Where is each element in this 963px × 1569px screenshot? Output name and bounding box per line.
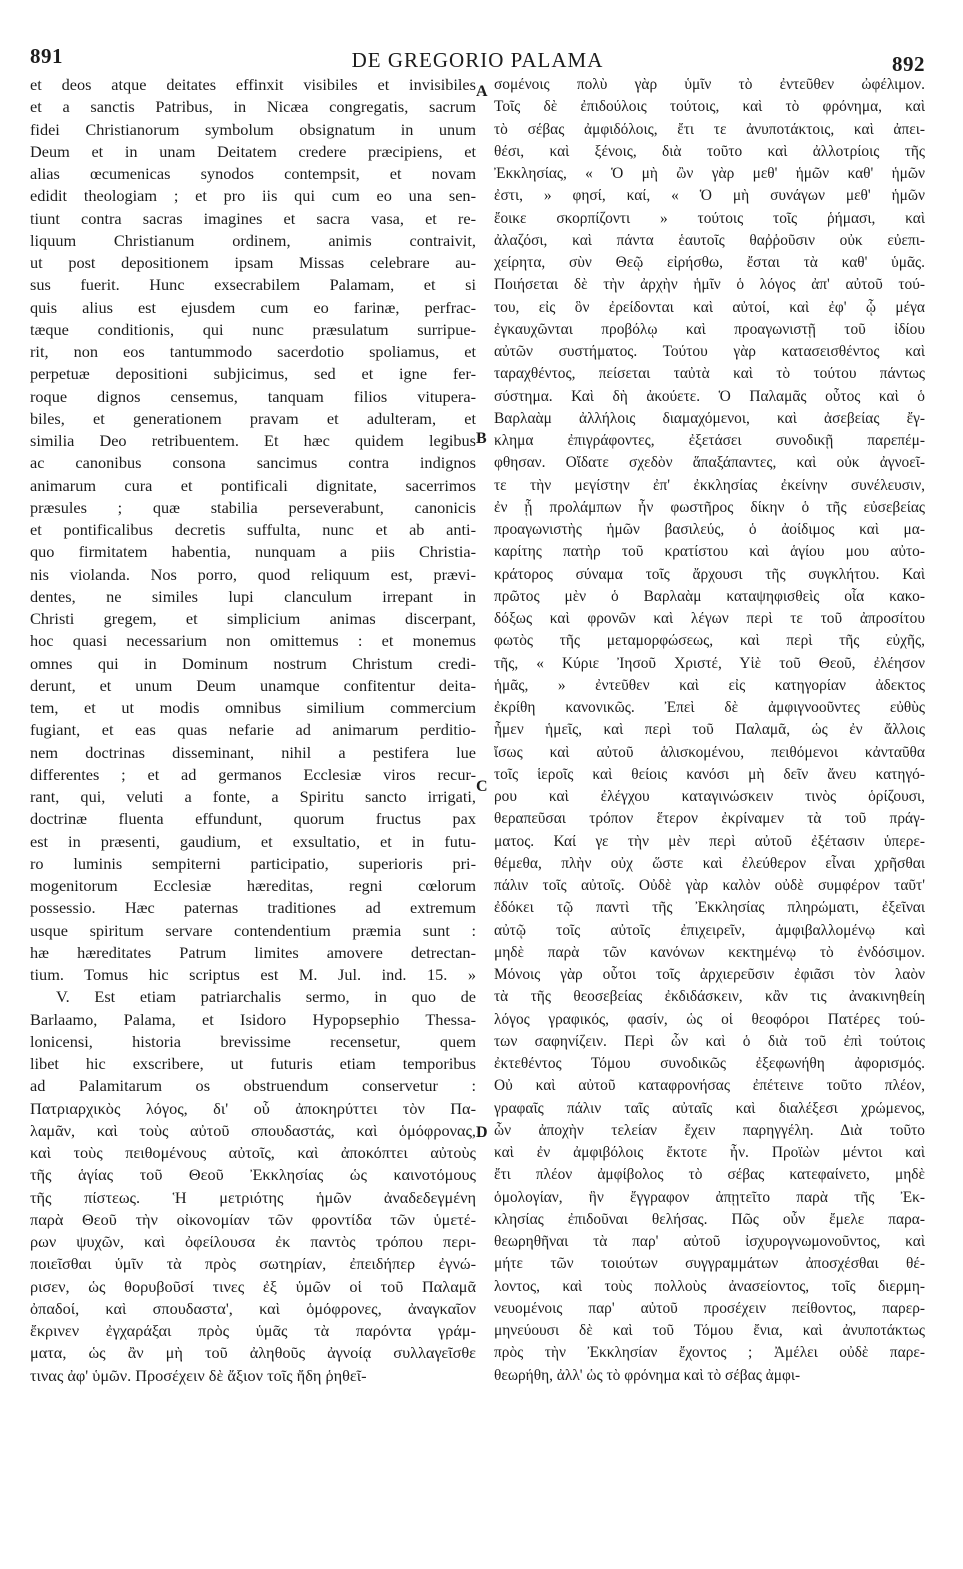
latin-line: et a sanctis Patribus, in Nicæa congregatis, sacrum [30,97,476,117]
latin-line: Πατριαρχικὸς λόγος, δι' οὗ ἀποκηρύττει τὸν Πα- [30,1098,476,1118]
latin-line: ματα, ὡς ἂν μὴ τοῦ ἀληθοῦς ἀγνοίᾳ συλλαγεῖσθε [30,1343,476,1363]
latin-line: perpetuæ depositioni subjicimus, sed et igne fer- [30,364,476,384]
greek-line: ἦμεν ἡμεῖς, καὶ περὶ τοῦ Παλαμᾶ, ὡς ἐν ἄλλοις [494,721,925,739]
latin-line: nis violanda. Nos porro, quod reliquum est, prævi- [30,564,476,584]
latin-line: præsules ; quæ stabilia perseverabunt, canonicis [30,497,476,517]
latin-line: edidit theologiam ; et pro iis qui cum eo una sen- [30,186,476,206]
latin-line: τινας ἀφ' ὑμῶν. Προσέχειν δὲ ἄξιον τοῖς ἤδη ῥηθεῖ- [30,1365,367,1385]
latin-line: tiunt contra sacras imagines et sacra vasa, et re- [30,208,476,228]
latin-line: dentes, ne similes lupi clanculum irrepant in [30,586,476,606]
latin-line: alias œcumenicas synodos contempsit, et novam [30,164,476,183]
greek-line: τὰ τῆς θεοσεβείας ἐκδιδάσκειν, κἂν τις ἀνακινηθείη [494,988,925,1006]
greek-line: πρῶτος μὲν ὁ Βαρλαὰμ καταψηφισθεὶς οἷα κακο- [494,587,925,605]
greek-line: Μόνοις γὰρ οὗτοι τοῖς ἀρχιερεῦσιν ἐφιᾶσι τὸν λαὸν [494,966,925,983]
latin-line: hoc quasi necessarium non omittemus : et monemus [30,631,476,651]
latin-line: derunt, et unum Deum unamque confitentur deita- [30,675,476,695]
greek-line: ἡμᾶς, » ἐντεῦθεν καὶ εἰς κατηγορίαν ἀδεκτος [494,676,925,694]
latin-line: λαμᾶν, καὶ τοὺς αὐτοῦ σπουδαστάς, καὶ ὁμόφρονας, [30,1120,476,1140]
greek-line: ταραχθέντος, πείσεται ταὐτὰ καὶ τὸ τούτου πάντως [494,365,925,383]
greek-line: σύστημα. Καὶ δὴ ἀκούετε. Ὁ Παλαμᾶς οὗτος καὶ ὁ [494,387,925,405]
greek-line: Βαρλαὰμ ἀλλήλοις διαμαχόμενοι, καὶ ἀσεβείας ἔγ- [494,409,925,427]
latin-line: usque spiritum servare contendentium præmia sunt : [30,920,476,940]
greek-line: μηδὲ παρὰ τῶν κανόνων κεκτημένῳ τὸ ἐνδόσιμον. [494,943,925,961]
greek-line: ἐν ᾗ προλάμπων ἦν φωστῆρος δίκην ὁ τῆς εὐσεβείας [494,498,925,516]
greek-line: αὐτῶν συστήματος. Τούτου γὰρ κατασεισθέντος καὶ [494,343,925,360]
latin-line: tium. Tomus hic scriptus est M. Jul. ind. 15. » [30,965,476,984]
latin-line: ρισεν, ὡς θορυβοῦσί τινες ἐξ ὑμῶν οἱ τοῦ Παλαμᾶ [30,1276,476,1296]
greek-line: θεραπεῦσαι τρόπον ἕτερον ἐκρίναμεν τὰ τοῦ πράγ- [494,810,925,828]
latin-line: doctrinæ fluenta effundunt, quorum fructus pax [30,809,476,829]
greek-line: αὐτῷ τοῖς αὐτοῖς ἐπιχειρεῖν, ἀμφιβαλλομένῳ καὶ [494,921,925,939]
latin-line: et deos atque deitates effinxit visibiles et invisibiles [30,75,476,94]
greek-line: ἐκρίθη κανονικῶς. Ἐπεὶ δὲ ἀμφιγνοοῦντες εὐθὺς [494,699,925,716]
greek-line: των σαφηνίζειν. Περὶ ὧν καὶ ὁ διὰ τοῦ ἐπὶ τούτοις [494,1032,925,1050]
margin-marker-b: B [476,430,487,447]
margin-marker-a: A [476,83,488,100]
latin-line: rant, qui, veluti a fonte, a Spiritu sancto irrigati, [30,787,476,806]
greek-line: φθησαν. Οἴδατε σχεδὸν ἅπαξάπαντες, καὶ οὐκ ἀγνοεῖ- [494,454,925,472]
latin-line: hæ hæreditates Patrum limites amovere detrectan- [30,942,476,962]
greek-line: τε τὴν μεγίστην ἐπ' ἐκκλησίας ἐκείνην συνέλευσιν, [494,476,925,494]
greek-line: ἐγκαυχῶνται προβόλῳ καὶ προαγωνιστῇ τοῦ ἰδίου [494,320,925,338]
greek-line: του, εἰς ὃν ἐρείδονται καὶ αὐτοί, καὶ ἐφ' ᾧ μέγα [494,298,925,316]
latin-line: ro luminis sempiterni participatio, superioris pri- [30,853,476,873]
latin-line: ἔκρινεν ἐγχαράξαι πρὸς ὑμᾶς τὰ παρόντα γράμ- [30,1321,476,1340]
running-title: DE GREGORIO PALAMA [351,48,604,72]
right-page-number: 892 [892,52,925,76]
latin-line: rit, non eos tantummodo sacerdotio spoliamus, et [30,342,476,361]
greek-line: νευομένοις παρ' αὐτοῦ προσέχειν πείθοντος, παρερ- [494,1299,925,1317]
greek-line: τὸ σέβας ἀμφιδόλοις, ἔτι τε ἀνυποτάκτοις, καὶ ἀπει- [494,120,925,138]
latin-line: biles, et generationem pravam et adulteram, et [30,408,476,428]
greek-line: ἔτι πλέον ἀμφίβολος τὸ σέβας κατεφαίνετο, μηδὲ [494,1166,925,1184]
greek-line: φωτὸς τῆς μεταμορφώσεως, καὶ περὶ τῆς εὐχῆς, [494,632,925,650]
greek-line: πρὸς τὴν Ἐκκλησίαν ἔχοντος ; Ἀμέλει οὐδὲ παρε- [494,1344,925,1362]
greek-line: θεωρηθῆναι τὰ παρ' αὐτοῦ ἰσχυρογνωμονοῦντος, καὶ [494,1233,925,1250]
latin-line: V. Est etiam patriarchalis sermo, in quo de [56,987,476,1007]
greek-column [494,74,925,1387]
greek-line: κράτορος σύναμα τοῖς ἄρχουσι τῆς συγκλήτου. Καὶ [494,565,925,583]
latin-line: liquum Christianum ordinem, animis contraivit, [30,230,476,250]
greek-line: Οὐ καὶ αὐτοῦ καταφρονήσας ἐπέτεινε τοῦτο πλέον, [494,1077,925,1095]
latin-line: ad Palamitarum os obstruendum conservetur : [30,1076,476,1096]
greek-line: προαγωνιστὴς ἡμῶν βασιλεύς, ὁ ἀοίδιμος καὶ μα- [494,521,925,538]
latin-line: tæque conditionis, qui nunc præsulatum surripue- [30,319,476,339]
greek-line: ἐδόκει τῷ παντὶ τῆς Ἐκκλησίας πληρώματι, ἐξεῖναι [494,899,925,917]
latin-line: Barlaamo, Palama, et Isidoro Hypopsephio Thessa- [30,1009,476,1029]
greek-line: Ποιήσεται δὲ τὴν ἀρχὴν ἡμῖν ὁ λόγος ἀπ' αὐτοῦ τού- [494,276,925,294]
latin-line: sus fuerit. Hunc exsecrabilem Palamam, et si [30,275,476,295]
greek-line: κλημα ἐπιγράφοντες, ἐξετάσει συνοδικῇ παρεπέμ- [494,432,925,449]
greek-line: ἀλαζόσι, καὶ πάντα ἑαυτοῖς θαῤῥοῦσιν οὐκ εὐεπι- [494,231,925,249]
latin-column [30,74,476,1387]
greek-line: κλησίας ἐπιδοῦναι θελήσας. Πῶς οὖν ἔμελε παρα- [494,1210,925,1228]
latin-line: ὀπαδοί, καὶ σπουδαστα', καὶ ὁμόφρονες, ἀναγκαῖον [30,1298,476,1318]
greek-line: καὶ ἐν ἀμφιβόλοις ἔκτοτε ἦν. Προϊὼν μέντοι καὶ [494,1144,925,1161]
latin-line: παρὰ Θεοῦ τὴν οἰκονομίαν τῶν φροντίδα τῶν ὑμετέ- [30,1209,476,1229]
greek-line: γραφαῖς πάλιν ταῖς αὐταῖς καὶ διαλέξεσι χρώμενος, [494,1099,925,1117]
margin-marker-c: C [476,778,488,795]
latin-line: nem doctrinas disseminant, nihil a pestifera lue [30,742,476,762]
latin-line: mogenitorum Ecclesiæ hæreditas, regni cœlorum [30,876,476,895]
latin-line: ρων ψυχῶν, καὶ ὀφείλουσα ἐκ παντὸς τρόπου περι- [30,1232,476,1251]
greek-line: λόγος γραφικός, φασίν, ὡς οἱ θεοφόροι Πατέρες τού- [494,1010,925,1028]
latin-line: ut post depositionem ipsam Missas celebrare au- [30,253,476,272]
greek-line: πάλιν τοῖς αὐτοῖς. Οὐδὲ γὰρ καλὸν οὐδὲ συμφέρον ταῦτ' [494,877,925,894]
greek-line: ἔοικε σκορπίζοντι » τούτοις τοῖς ῥήμασι, καὶ [494,209,925,227]
greek-line: μήτε τῶν τοιούτων συγγραμμάτων ἀποσχέσθαι θέ- [494,1255,925,1273]
latin-line: fidei Christianorum symbolum obsignatum in unum [30,119,476,139]
greek-line: Τοῖς δὲ ἐπιδούλοις τούτοις, καὶ τὸ φρόνημα, καὶ [494,98,925,116]
greek-line: χείρητα, σὺν Θεῷ εἰρήσθω, ἔσται τὰ καθ' ὑμᾶς. [494,254,925,271]
greek-line: Ἐκκλησίας, « Ὁ μὴ ὢν γὰρ μεθ' ἡμῶν καθ' ἡμῶν [494,165,925,182]
greek-line: ἐστι, » φησί, καί, « Ὁ μὴ συνάγων μεθ' ἡμῶν [494,187,925,205]
latin-line: animarum cura et pontificali dignitate, sacerrimos [30,475,476,495]
greek-line: σομένοις πολὺ γὰρ ὑμῖν τὸ ἐντεῦθεν ὠφέλιμον. [494,76,925,93]
latin-line: omnes qui in Dominum nostrum Christum credi- [30,653,476,673]
greek-line: λοντος, καὶ τοὺς πολλοὺς ἀνασείοντος, τοῖς διερμη- [494,1277,925,1295]
greek-line: ὁμολογίαν, ἣν ἔγγραφον ἀπῃτεῖτο παρὰ τῆς Ἐκ- [494,1188,925,1206]
latin-line: roque dignos censemus, tanquam filios vitupera- [30,386,476,406]
greek-line: θεωρήθη, ἀλλ' ὡς τὸ φρόνημα καὶ τὸ σέβας ἀμφι- [494,1366,801,1384]
latin-line: Deum et in unam Deitatem credere præcipiens, et [30,141,476,161]
latin-line: similia Deo retribuentem. Et hæc quidem legibus [30,431,476,450]
latin-line: quo firmitatem habentia, nunquam a piis Christia- [30,542,476,562]
latin-line: Christi gregem, et simplicium animas discerpant, [30,609,476,628]
greek-line: θέσι, καὶ ξένοις, διὰ τοῦτο καὶ ἀλλοτρίοις τῆς [494,142,925,160]
margin-marker-d: D [476,1124,488,1141]
latin-line: ποιεῖσθαι ὑμῖν τὰ πρὸς σωτηρίαν, ἐπειδήπερ ἐγνώ- [30,1254,476,1274]
greek-line: καρίτης πατὴρ τοῦ κρατίστου καὶ ἁγίου μου αὐτο- [494,543,925,561]
greek-line: θέμεθα, πλὴν οὐχ ὥστε καὶ ἐλεύθερον εἶναι χρῆσθαι [494,854,925,872]
latin-line: ac canonibus consona sancimus contra indignos [30,453,476,473]
latin-line: est in præsenti, gaudium, et exsultatio, et in futu- [30,831,476,851]
greek-line: δόξως καὶ φρονῶν καὶ λέγων περὶ τε τοῦ ἀπροσίτου [494,610,925,627]
latin-line: fugiant, et eas quas nefarie ad animarum perditio- [30,720,476,740]
greek-line: ρου καὶ ἐλέγχου καταγινώσκειν τινὸς ὁρίζουσι, [494,788,925,805]
left-page-number: 891 [30,44,63,68]
page-header [30,44,925,74]
greek-line: ἴσως καὶ αὐτοῦ ἁλισκομένου, πειθόμενοι κἀνταῦθα [494,743,925,761]
latin-line: possessio. Hæc paternas traditiones ad extremum [30,898,476,918]
latin-line: quis alius est ejusdem cum eo farinæ, perfrac- [30,297,476,317]
latin-line: καὶ τοὺς πειθομένους αὐτοῖς, καὶ ἀποκόπτει αὐτοὺς [30,1143,476,1162]
greek-line: ματος. Καί γε τὴν μὲν περὶ αὐτοῦ ἐξέτασιν ὑπερε- [494,832,925,850]
latin-line: τῆς πίστεως. Ἡ μετριότης ἡμῶν ἀναδεδεγμένη [30,1187,476,1207]
latin-line: differentes ; et ad germanos Ecclesiæ viros recur- [30,764,476,784]
greek-line: τῆς, « Κύριε Ἰησοῦ Χριστέ, Υἱὲ τοῦ Θεοῦ, ἐλέησον [494,654,925,672]
greek-line: ὧν ἀποχὴν τελείαν ἔχειν παρηγγέλη. Διὰ τοῦτο [494,1121,925,1139]
greek-line: μηνεύουσι δὲ καὶ τοῦ Τόμου ἔνια, καὶ ἀνυποτάκτως [494,1322,925,1339]
latin-line: tem, et ut modis omnibus similium commercium [30,698,476,717]
latin-line: lonicensi, historia brevissime recensetur, quem [30,1031,476,1051]
latin-line: et pontificalibus decretis suffulta, nunc et ab anti- [30,520,476,539]
greek-line: τοῖς ἱεροῖς καὶ θείοις κανόσι μὴ δεῖν ἄνευ κατηγό- [494,765,925,783]
latin-line: τῆς ἁγίας τοῦ Θεοῦ Ἐκκλησίας ὡς καινοτόμους [30,1165,476,1185]
latin-line: libet hic exscribere, ut futuris etiam temporibus [30,1054,476,1073]
greek-line: ἐκτεθέντος Τόμου συνοδικῶς ἐξεφωνήθη ἀφορισμός. [494,1055,925,1072]
